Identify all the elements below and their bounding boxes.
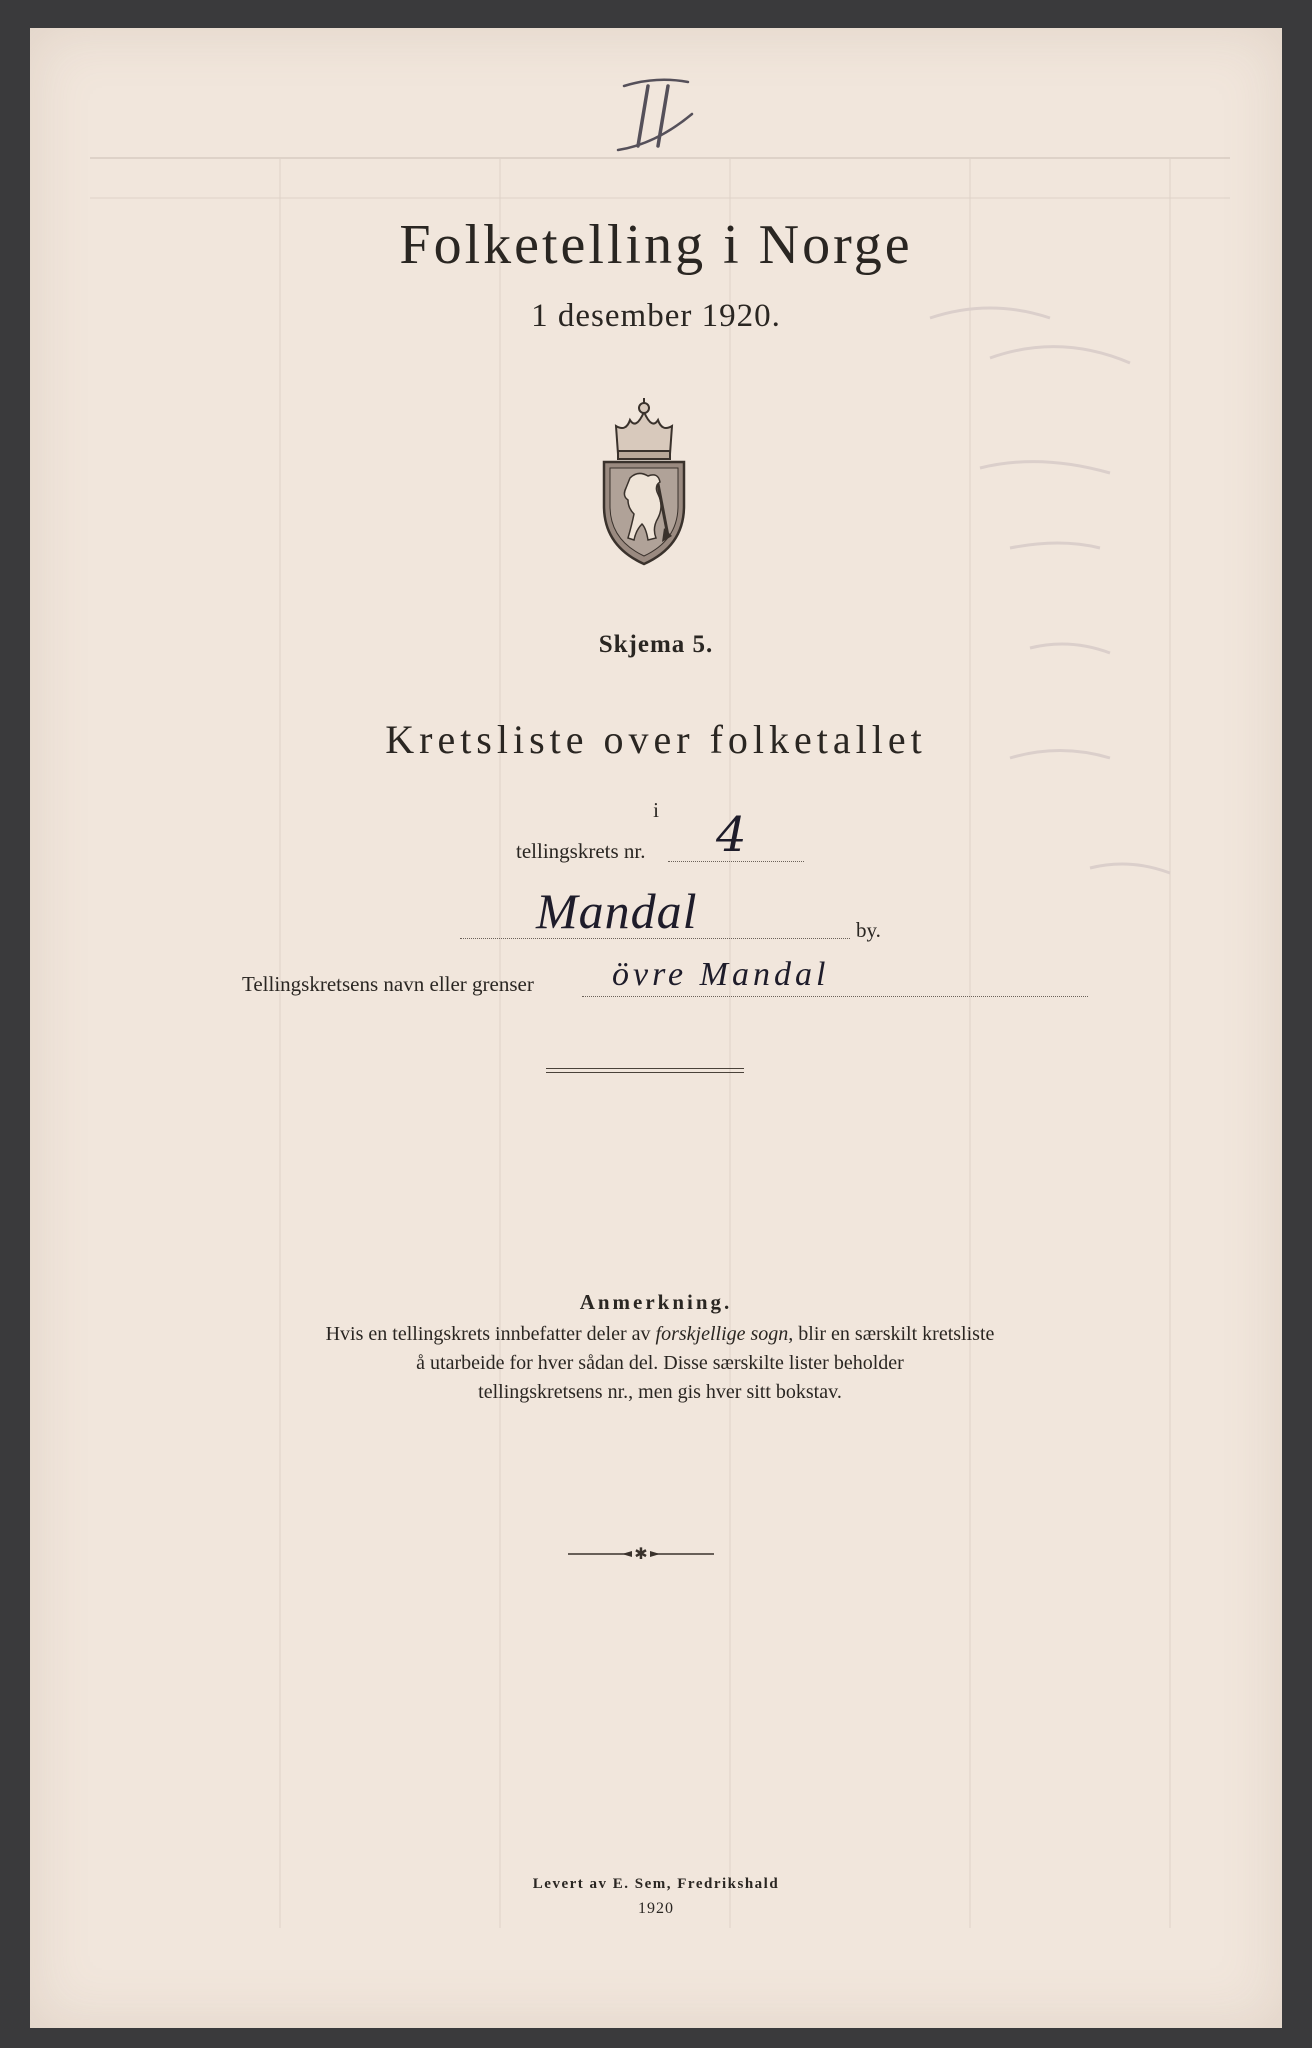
publisher-imprint: Levert av E. Sem, Fredrikshald (532, 1876, 780, 1892)
ornament-divider-icon (566, 1544, 716, 1569)
district-name-line (582, 996, 1088, 997)
district-name-field[interactable] (242, 958, 1092, 1004)
district-number-value: 4 (716, 807, 747, 863)
preposition-i: i (653, 798, 659, 822)
note-line-1-end: blir en særskilt kretsliste (798, 1323, 995, 1345)
district-number-field[interactable] (516, 807, 806, 869)
note-line-1 (210, 1320, 1110, 1349)
svg-text:✱: ✱ (634, 1544, 648, 1563)
norwegian-coat-of-arms-icon (598, 396, 690, 571)
note-line-3: tellingskretsens nr., men gis hver sitt bokstav. (478, 1381, 842, 1403)
district-name-label: Tellingskretsens navn eller grenser (242, 972, 534, 996)
town-value: Mandal (536, 883, 698, 939)
publication-year: 1920 (638, 1900, 674, 1917)
schema-label: Skjema 5. (598, 631, 714, 658)
roman-numeral-handwritten (596, 64, 716, 164)
town-suffix: by. (856, 918, 881, 942)
section-divider (546, 1068, 744, 1073)
note-heading: Anmerkning. (579, 1290, 733, 1314)
district-number-label: tellingskrets nr. (516, 839, 646, 863)
document-page (30, 28, 1282, 2028)
page-roman-numeral (30, 64, 1282, 169)
census-date: 1 desember 1920. (531, 298, 781, 334)
document-title: Folketelling i Norge (399, 214, 913, 276)
town-field[interactable] (460, 883, 900, 948)
district-name-value: övre Mandal (612, 956, 830, 993)
note-line-2: å utarbeide for hver sådan del. Disse særskilte lister beholder (416, 1352, 904, 1374)
form-heading: Kretsliste over folketallet (385, 717, 927, 762)
note-line-1-start: Hvis en tellingskrets innbefatter deler av (325, 1323, 651, 1345)
note-line-1-emphasis: forskjellige sogn, (655, 1323, 794, 1345)
